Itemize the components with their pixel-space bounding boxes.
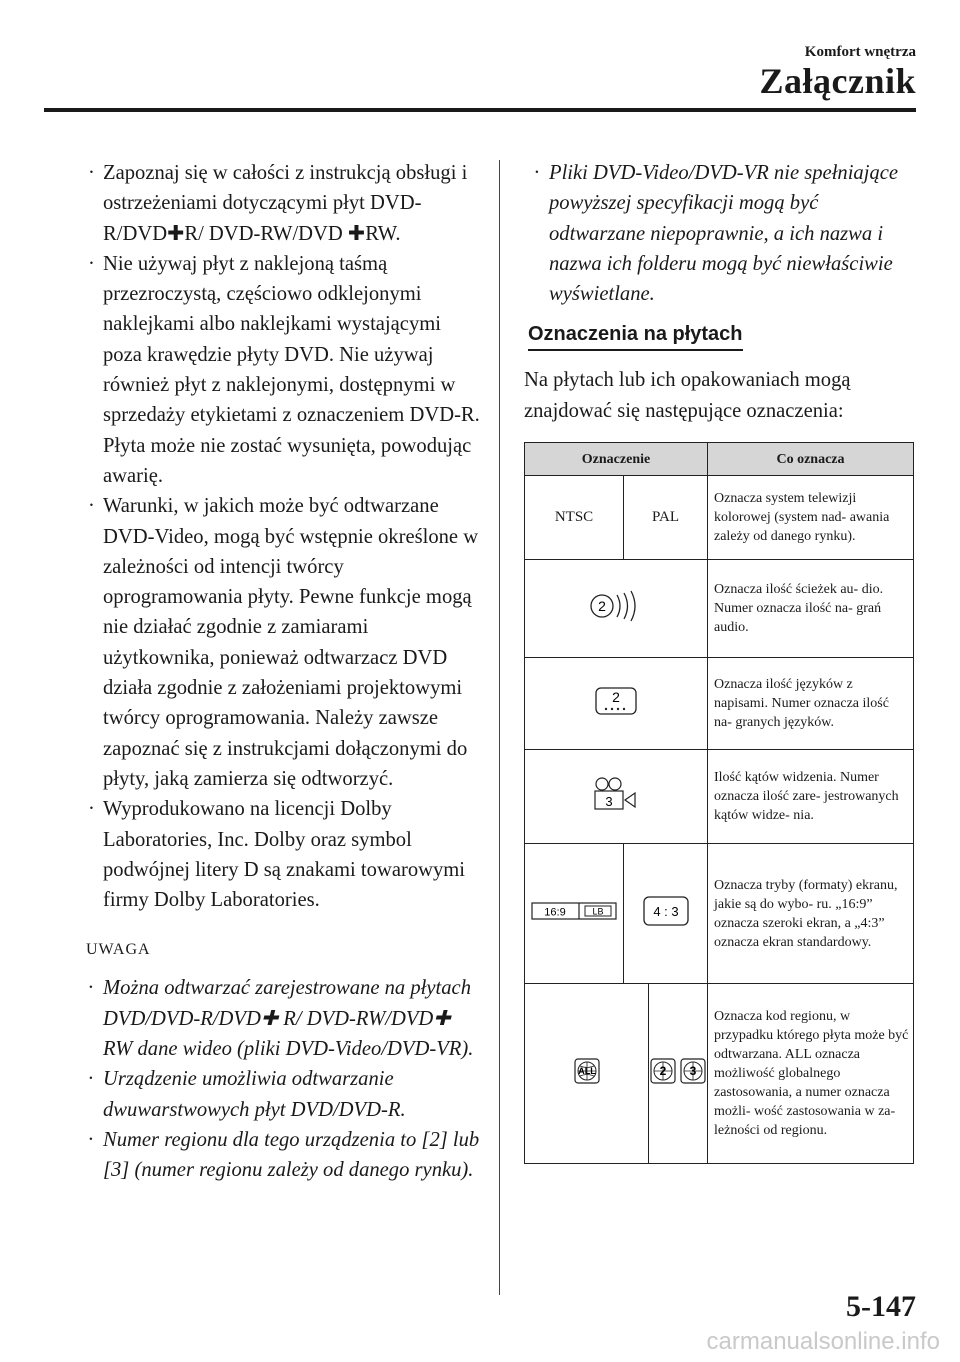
page-title: Załącznik [759, 61, 916, 101]
aspect-16-9-lb-icon [525, 844, 624, 984]
left-column [78, 158, 483, 1186]
right-column [524, 158, 916, 1164]
aspect-4-3-icon [624, 844, 708, 984]
audio-number: 2 [598, 597, 606, 614]
subtitles-description: Oznacza ilość języków z napisami. Numer oznacza ilość na- granych języków. [708, 658, 914, 750]
ratio-16-9-label: 16:9 [544, 906, 566, 919]
note-bullet-list-continued [524, 158, 916, 309]
main-bullet-list [78, 158, 483, 915]
ntsc-mark: NTSC [525, 476, 624, 560]
list-item: · Urządzenie umożliwia odtwarzanie dwuwarstwowych płyt DVD/DVD-R. [88, 1068, 406, 1121]
region-3-icon [680, 1058, 706, 1084]
list-item: · Nie używaj płyt z naklejoną taśmą przezroczystą, częściowo odklejonymi naklejkami albo naklejkami wystającymi poza krawędzie płyty DVD. Nie używaj również płyt z naklejonymi, dostępnymi w sprzedaży etykietami z oznaczeniem DVD-R. Płyta może nie zostać wysunięta, powodując awarię. [88, 252, 480, 487]
list-item: · Wyprodukowano na licencji Dolby Laboratories, Inc. Dolby oraz symbol podwójnej litery D są znakami towarowymi firmy Dolby Laboratories. [88, 798, 466, 912]
table-row [525, 658, 914, 750]
list-item: · Zapoznaj się w całości z instrukcją obsługi i ostrzeżeniami dotyczącymi płyt DVD-R/DVD✚R/ DVD-RW/DVD ✚RW. [88, 162, 468, 245]
table-row [525, 844, 914, 984]
region-all-label: ALL [577, 1065, 596, 1076]
subtitles-icon [525, 658, 708, 750]
header-mark: Oznaczenie [525, 443, 708, 476]
angles-description: Ilość kątów widzenia. Numer oznacza ilość zare- jestrowanych kątów widze- nia. [708, 750, 914, 844]
header-meaning: Co oznacza [708, 443, 914, 476]
disc-marks-table [524, 442, 914, 1164]
page-number: 5-147 [846, 1290, 916, 1323]
subtitle-number: 2 [612, 688, 620, 705]
section-label: Komfort wnętrza [804, 44, 916, 60]
note-bullet-list [78, 973, 483, 1185]
ratio-lb-label: LB [592, 906, 604, 917]
table-row [525, 476, 914, 560]
aspect-description: Oznacza tryby (formaty) ekranu, jakie są do wybo- ru. „16:9” oznacza szeroki ekran, a „4:3” oznacza ekran standardowy. [708, 844, 914, 984]
region-all-icon [525, 984, 649, 1164]
list-item: · Można odtwarzać zarejestrowane na płytach DVD/DVD-R/DVD✚ R/ DVD-RW/DVD✚ RW dane wideo (pliki DVD-Video/DVD-VR). [88, 977, 474, 1061]
table-header-row [525, 443, 914, 476]
column-divider [499, 160, 500, 1295]
camera-angles-icon [525, 750, 708, 844]
region-2-label: 2 [659, 1063, 667, 1078]
list-item: · Numer regionu dla tego urządzenia to [2] lub [3] (numer regionu zależy od danego rynku). [88, 1128, 480, 1182]
pal-mark: PAL [624, 476, 708, 560]
list-item: · Warunki, w jakich może być odtwarzane DVD-Video, mogą być wstępnie określone w zależności od intencji twórcy oprogramowania płyty. Pewne funkcje mogą nie działać zgodnie z zamiarami użytkownika, ponieważ odtwarzacz DVD działa zgodnie z założeniami projektowymi twórcy oprogramowania. Należy zawsze zapoznać się z instrukcjami dołączonymi do płyty, jaką zamierza się odtworzyć. [88, 495, 479, 790]
table-row [525, 750, 914, 844]
audio-description: Oznacza ilość ścieżek au- dio. Numer oznacza ilość na- grań audio. [708, 560, 914, 658]
note-heading: UWAGA [86, 941, 151, 959]
section-intro: Na płytach lub ich opakowaniach mogą znajdować się następujące oznaczenia: [524, 369, 851, 422]
region-2-icon [650, 1058, 676, 1084]
ntsc-pal-description: Oznacza system telewizji kolorowej (system nad- awania zależy od danego rynku). [708, 476, 914, 560]
header-rule [44, 108, 916, 112]
audio-tracks-icon [525, 560, 708, 658]
angle-number: 3 [605, 793, 613, 809]
section-title: Oznaczenia na płytach [528, 323, 743, 351]
table-row [525, 984, 914, 1164]
list-item: · Pliki DVD-Video/DVD-VR nie spełniające powyższej specyfikacji mogą być odtwarzane niepoprawnie, a ich nazwa i nazwa ich folderu mogą być niewłaściwie wyświetlane. [534, 162, 899, 306]
watermark: carmanualsonline.info [706, 1328, 940, 1355]
ratio-4-3-label: 4 : 3 [652, 903, 679, 919]
region-3-label: 3 [689, 1063, 697, 1078]
region-description: Oznacza kod regionu, w przypadku którego płyta może być odtwarzana. ALL oznacza możliwość globalnego zastosowania, a numer oznacza możli- wość zastosowania w za- leżności od regionu. [708, 984, 914, 1164]
table-row [525, 560, 914, 658]
region-2-3-icons [649, 984, 708, 1164]
